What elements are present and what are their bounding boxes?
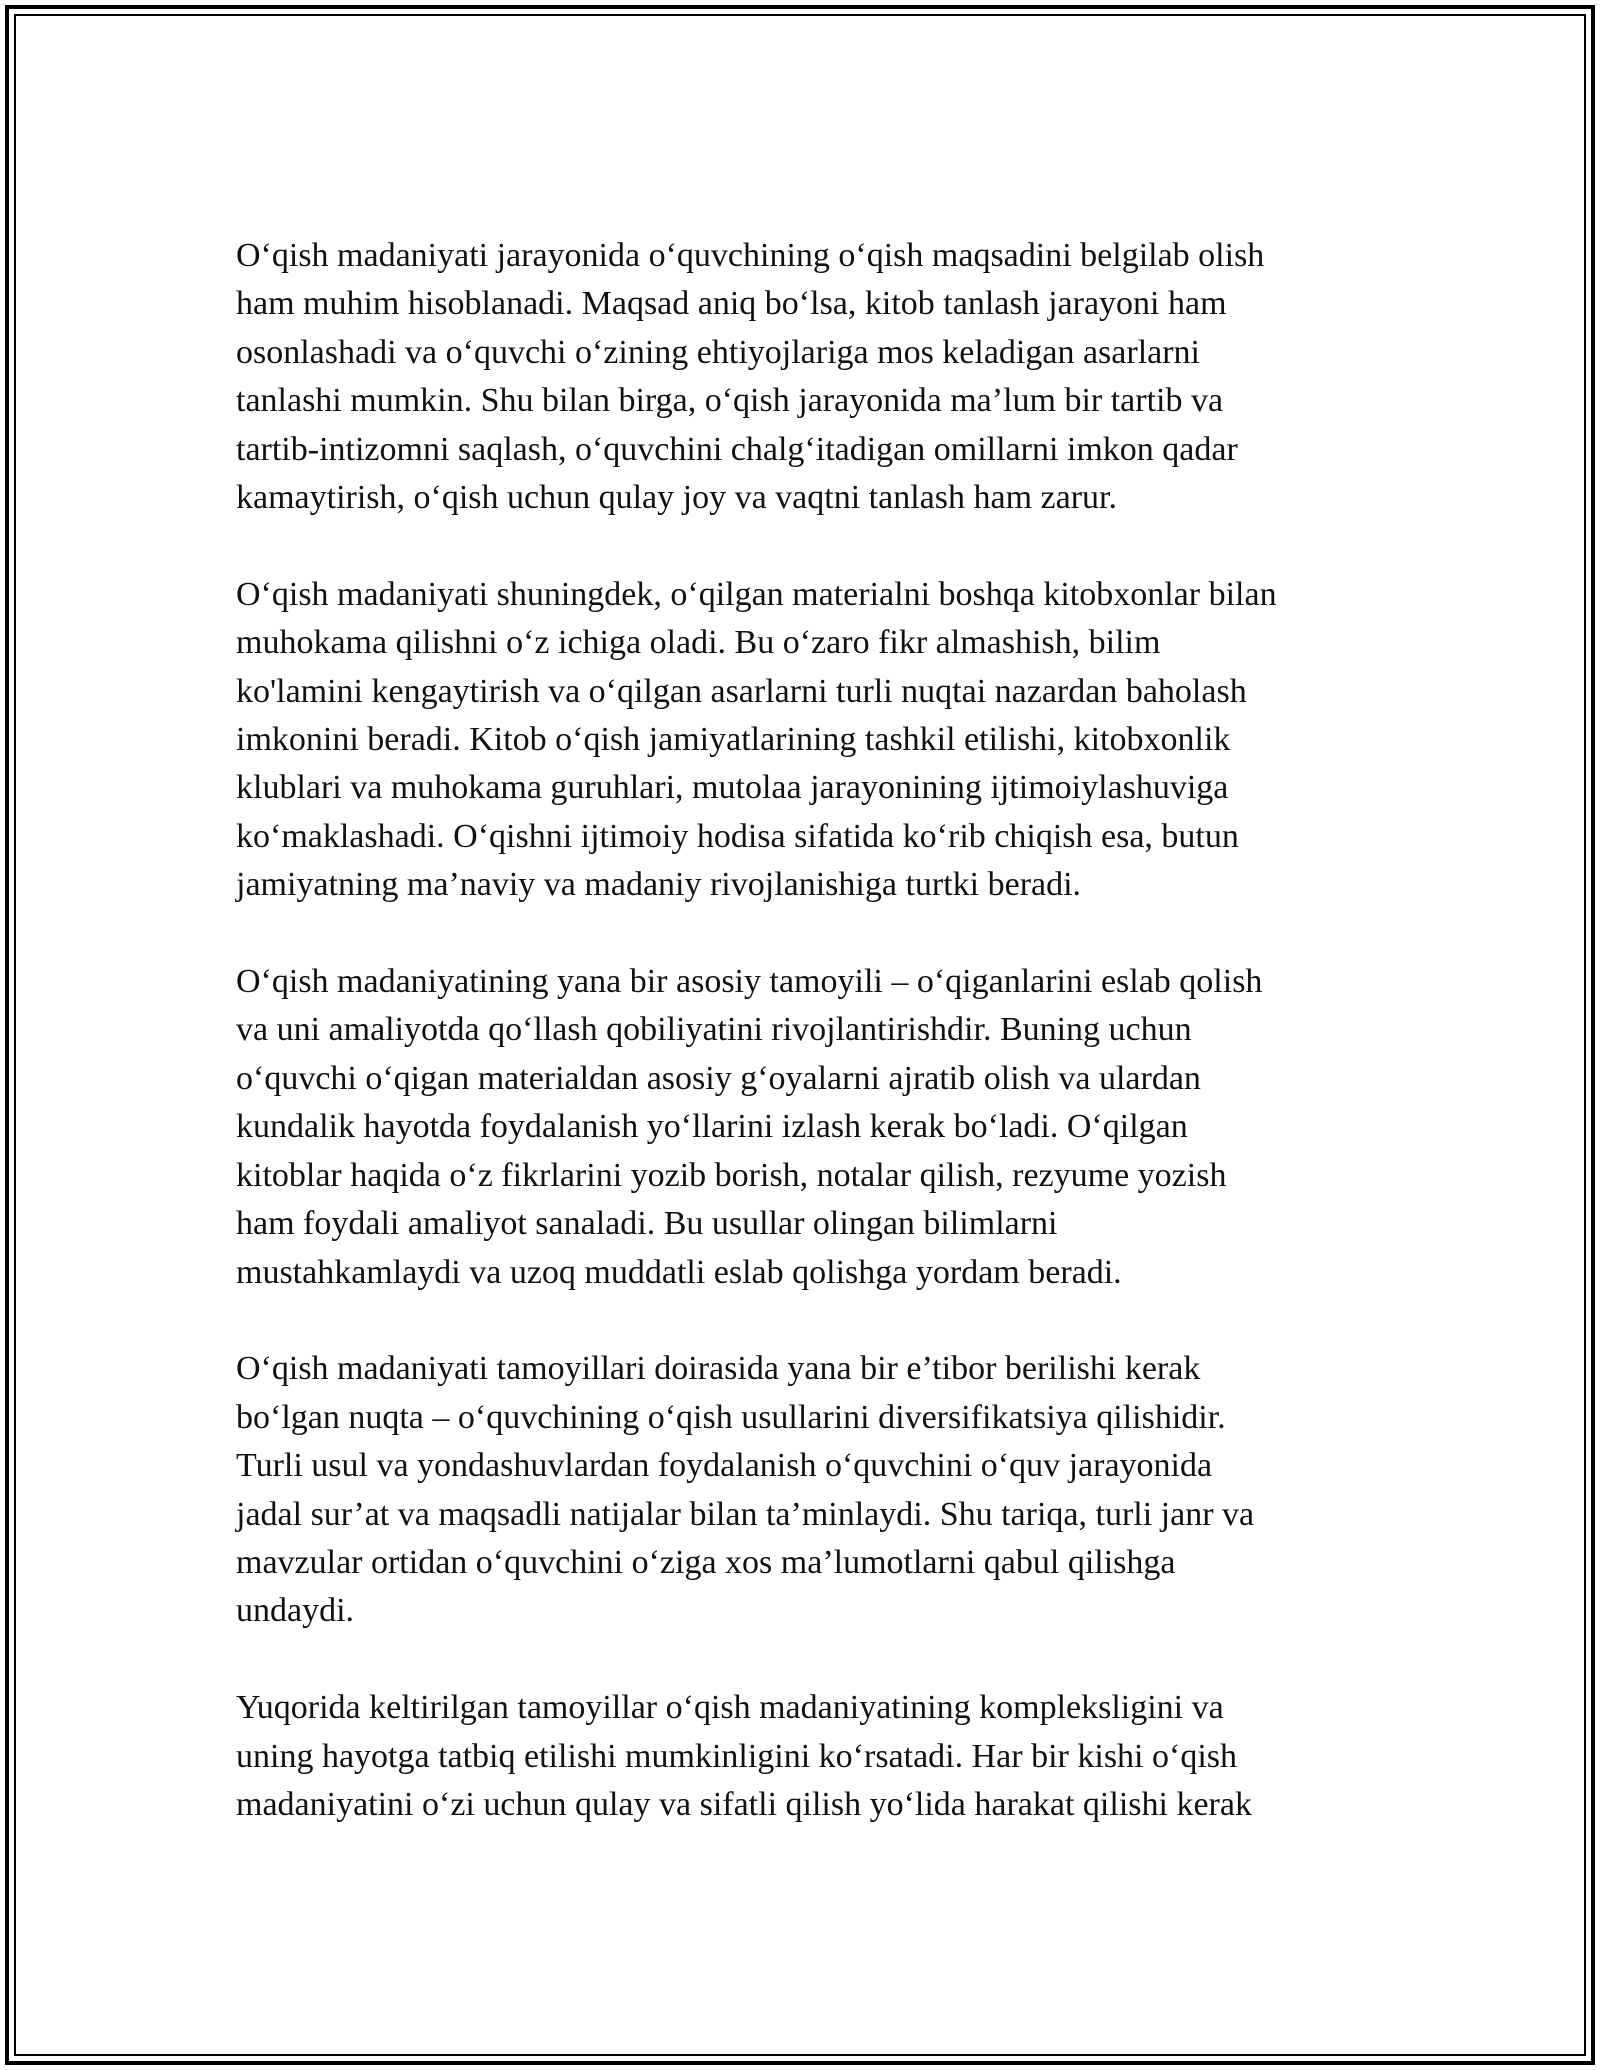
text-line: Turli usul va yondashuvlardan foydalanish o‘quvchini o‘quv jarayonida (236, 1447, 1213, 1485)
text-line: mavzular ortidan o‘quvchini o‘ziga xos ma’lumotlarni qabul qilishga (236, 1543, 1176, 1581)
text-line: O‘qish madaniyati jarayonida o‘quvchining o‘qish maqsadini belgilab olish (236, 237, 1265, 274)
text-line: o‘quvchi o‘qigan materialdan asosiy g‘oyalarni ajratib olish va ulardan (236, 1059, 1201, 1097)
text-line: tanlashi mumkin. Shu bilan birga, o‘qish jarayonida ma’lum bir tartib va (236, 382, 1224, 420)
text-line: ko‘maklashadi. O‘qishni ijtimoiy hodisa sifatida ko‘rib chiqish esa, butun (236, 817, 1239, 855)
text-line: undaydi. (236, 1592, 355, 1630)
document-body (236, 232, 1366, 1878)
text-line: madaniyatini o‘zi uchun qulay va sifatli qilish yo‘lida harakat qilishi kerak (236, 1785, 1252, 1823)
text-line: kitoblar haqida o‘z fikrlarini yozib borish, notalar qilish, rezyume yozish (236, 1156, 1227, 1194)
text-line: O‘qish madaniyati shuningdek, o‘qilgan materialni boshqa kitobxonlar bilan (236, 575, 1277, 613)
paragraph-4 (236, 1345, 1366, 1635)
paragraph-5 (236, 1684, 1366, 1829)
paragraph-1 (236, 232, 1366, 522)
text-line: va uni amaliyotda qo‘llash qobiliyatini rivojlantirishdir. Buning uchun (236, 1011, 1192, 1049)
text-line: tartib-intizomni saqlash, o‘quvchini chalg‘itadigan omillarni imkon qadar (236, 430, 1238, 468)
text-line: jadal sur’at va maqsadli natijalar bilan ta’minlaydi. Shu tariqa, turli janr va (236, 1495, 1255, 1533)
text-line: ham muhim hisoblanadi. Maqsad aniq bo‘lsa, kitob tanlash jarayoni ham (236, 285, 1227, 323)
text-line: ko'lamini kengaytirish va o‘qilgan asarlarni turli nuqtai nazardan baholash (236, 672, 1247, 710)
paragraph-2 (236, 571, 1366, 910)
paragraph-3 (236, 958, 1366, 1297)
text-line: kamaytirish, o‘qish uchun qulay joy va vaqtni tanlash ham zarur. (236, 479, 1117, 517)
text-line: jamiyatning ma’naviy va madaniy rivojlanishiga turtki beradi. (236, 866, 1082, 904)
text-line: ham foydali amaliyot sanaladi. Bu usullar olingan bilimlarni (236, 1205, 1058, 1243)
text-line: O‘qish madaniyatining yana bir asosiy tamoyili – o‘qiganlarini eslab qolish (236, 963, 1263, 1001)
text-line: osonlashadi va o‘quvchi o‘zining ehtiyojlariga mos keladigan asarlarni (236, 333, 1201, 371)
text-line: imkonini beradi. Kitob o‘qish jamiyatlarining tashkil etilishi, kitobxonlik (236, 721, 1231, 759)
text-line: Yuqorida keltirilgan tamoyillar o‘qish madaniyatining kompleksligini va (236, 1689, 1224, 1727)
text-line: uning hayotga tatbiq etilishi mumkinligini ko‘rsatadi. Har bir kishi o‘qish (236, 1737, 1237, 1775)
text-line: kundalik hayotda foydalanish yo‘llarini izlash kerak bo‘ladi. O‘qilgan (236, 1108, 1188, 1146)
text-line: O‘qish madaniyati tamoyillari doirasida yana bir e’tibor berilishi kerak (236, 1350, 1201, 1388)
text-line: klublari va muhokama guruhlari, mutolaa jarayonining ijtimoiylashuviga (236, 769, 1229, 807)
text-line: mustahkamlaydi va uzoq muddatli eslab qolishga yordam beradi. (236, 1253, 1122, 1291)
text-line: bo‘lgan nuqta – o‘quvchining o‘qish usullarini diversifikatsiya qilishidir. (236, 1398, 1226, 1436)
text-line: muhokama qilishni o‘z ichiga oladi. Bu o‘zaro fikr almashish, bilim (236, 624, 1161, 662)
